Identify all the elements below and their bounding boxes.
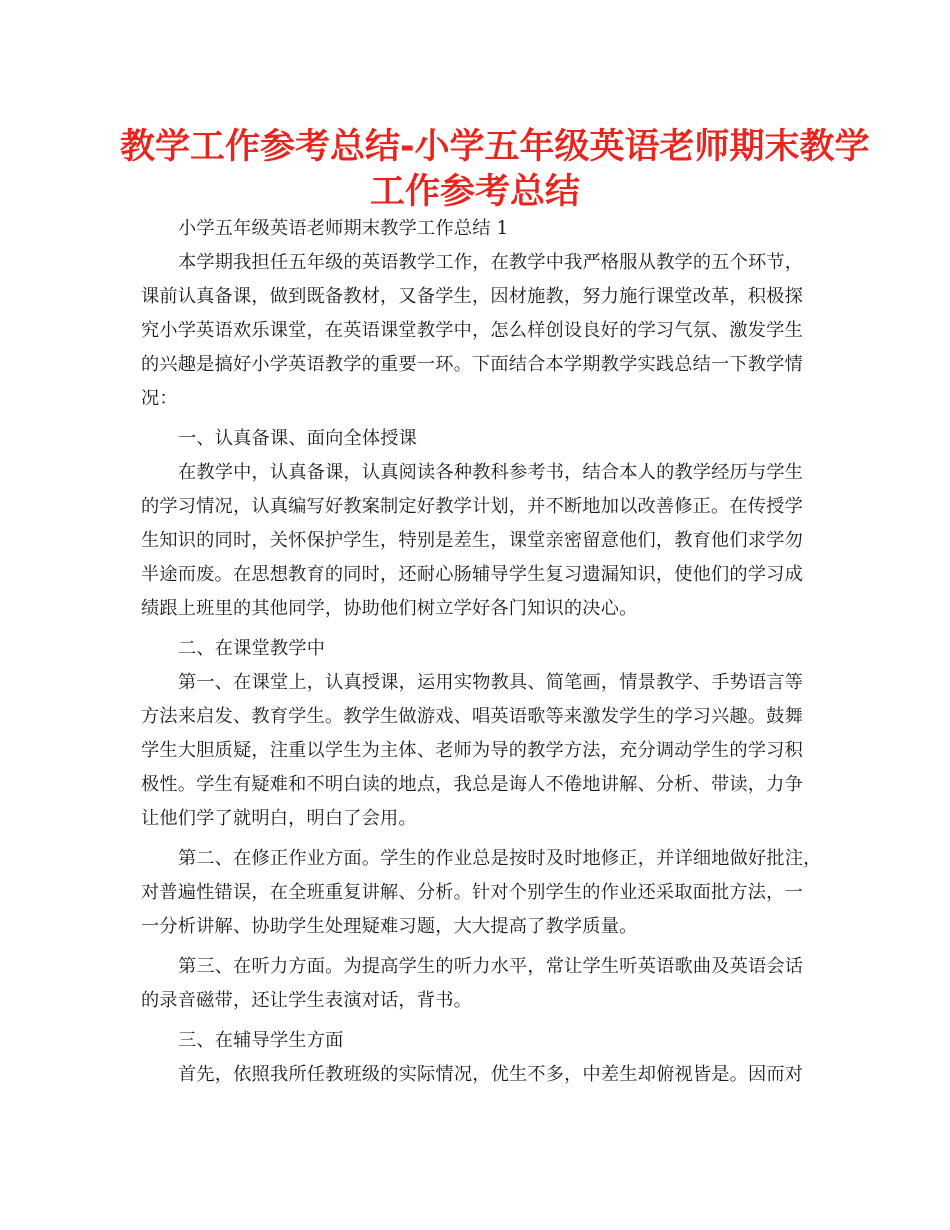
paragraph-line: 本学期我担任五年级的英语教学工作，在教学中我严格服从教学的五个环节， [178,252,804,273]
section-heading: 三、在辅导学生方面 [178,1030,344,1051]
paragraph-line: 一分析讲解、协助学生处理疑难习题，大大提高了教学质量。 [141,916,638,937]
paragraph-line: 第三、在听力方面。为提高学生的听力水平，常让学生听英语歌曲及英语会话 [178,956,804,977]
section-heading: 二、在课堂教学中 [178,638,326,659]
document-title-line-1: 教学工作参考总结-小学五年级英语老师期末教学 [120,127,870,167]
document-title-line-2: 工作参考总结 [369,172,580,212]
subtitle: 小学五年级英语老师期末教学工作总结 1 [178,218,509,239]
paragraph-line: 对普遍性错误，在全班重复讲解、分析。针对个别学生的作业还采取面批方法，一 [141,882,803,903]
paragraph-line: 绩跟上班里的其他同学，协助他们树立学好各门知识的决心。 [141,598,638,619]
paragraph-line: 第一、在课堂上，认真授课，运用实物教具、简笔画，情景教学、手势语言等 [178,672,804,693]
paragraph-line: 在教学中，认真备课，认真阅读各种教科参考书，结合本人的教学经历与学生 [178,462,804,483]
paragraph-line: 的兴趣是搞好小学英语教学的重要一环。下面结合本学期教学实践总结一下教学情 [141,354,803,375]
paragraph-line: 究小学英语欢乐课堂，在英语课堂教学中，怎么样创设良好的学习气氛、激发学生 [141,320,803,341]
paragraph-line: 课前认真备课，做到既备教材，又备学生，因材施教，努力施行课堂改革，积极探 [141,286,803,307]
paragraph-line: 半途而废。在思想教育的同时，还耐心肠辅导学生复习遗漏知识，使他们的学习成 [141,564,803,585]
paragraph-line: 生知识的同时，关怀保护学生，特别是差生，课堂亲密留意他们，教育他们求学勿 [141,530,803,551]
paragraph-line: 第二、在修正作业方面。学生的作业总是按时及时地修正，并详细地做好批注， [178,848,822,869]
paragraph-line: 况： [141,388,178,409]
section-heading: 一、认真备课、面向全体授课 [178,428,418,449]
paragraph-line: 极性。学生有疑难和不明白读的地点，我总是诲人不倦地讲解、分析、带读，力争 [141,774,803,795]
paragraph-line: 方法来启发、教育学生。教学生做游戏、唱英语歌等来激发学生的学习兴趣。鼓舞 [141,706,803,727]
paragraph-line: 首先，依照我所任教班级的实际情况，优生不多，中差生却俯视皆是。因而对 [178,1064,804,1085]
paragraph-line: 学生大胆质疑，注重以学生为主体、老师为导的教学方法，充分调动学生的学习积 [141,740,803,761]
paragraph-line: 让他们学了就明白，明白了会用。 [141,808,417,829]
paragraph-line: 的录音磁带，还让学生表演对话，背书。 [141,990,472,1011]
paragraph-line: 的学习情况，认真编写好教案制定好教学计划，并不断地加以改善修正。在传授学 [141,496,803,517]
